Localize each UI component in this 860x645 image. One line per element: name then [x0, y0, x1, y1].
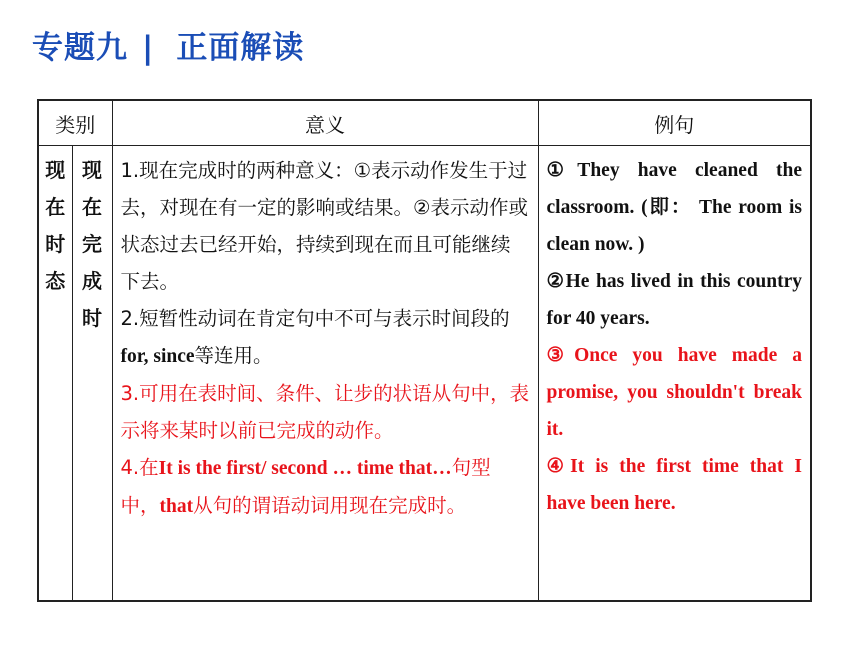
- meaning-point-4-head: 4.在: [120, 456, 159, 479]
- example-3: ③Once you have made a promise, you shouldn't break it.: [546, 345, 802, 440]
- category-char: 成: [82, 269, 102, 293]
- meaning-point-4-english: It is the first/ second … time that…: [158, 458, 452, 479]
- category-inner-cell: [72, 146, 112, 601]
- column-header-example: 例句: [538, 100, 811, 146]
- example-1: ①They have cleaned the classroom. (即： The room is clean now. ): [546, 160, 802, 255]
- table-row: [38, 146, 811, 601]
- meaning-point-2-text: 2.短暂性动词在肯定句中不可与表示时间段的: [120, 307, 510, 330]
- table-header-row: [38, 100, 811, 146]
- category-char: 现: [45, 158, 66, 182]
- category-char: 时: [45, 232, 66, 256]
- meaning-point-2-tail: 等连用。: [194, 344, 273, 367]
- meaning-point-4-tail: 从句的谓语动词用现在完成时。: [193, 494, 467, 517]
- meaning-point-4-mid: 句型中，: [120, 456, 491, 517]
- category-char: 在: [82, 195, 102, 219]
- category-char: 态: [45, 269, 66, 293]
- title-separator: |: [142, 30, 155, 66]
- category-char: 在: [45, 195, 66, 219]
- subtitle-label: 正面解读: [176, 30, 305, 66]
- example-2: ②He has lived in this country for 40 years.: [546, 271, 802, 329]
- column-header-category: 类别: [38, 100, 112, 146]
- topic-label: 专题九: [32, 30, 128, 66]
- meaning-point-3: 3.可用在表时间、条件、让步的状语从句中，表示将来某时以前已完成的动作。: [120, 382, 530, 442]
- category-char: 时: [82, 306, 102, 330]
- meaning-cell: [112, 146, 538, 601]
- category-char: 现: [82, 158, 102, 182]
- meaning-point-2-english: for, since: [120, 346, 195, 367]
- category-outer-cell: [38, 146, 72, 601]
- meaning-point-4: [121, 449, 530, 525]
- grammar-table: [37, 99, 812, 602]
- meaning-point-1: 1.现在完成时的两种意义：①表示动作发生于过去，对现在有一定的影响或结果。②表示动作或状态过去已经开始，持续到现在而且可能继续下去。: [120, 159, 528, 293]
- example-cell: [538, 146, 811, 601]
- page-title: [32, 22, 304, 67]
- example-4: ④It is the first time that I have been here.: [546, 456, 802, 514]
- meaning-point-2: [121, 300, 530, 375]
- column-header-meaning: 意义: [112, 100, 538, 146]
- meaning-point-4-that: that: [159, 496, 194, 517]
- category-char: 完: [82, 232, 102, 256]
